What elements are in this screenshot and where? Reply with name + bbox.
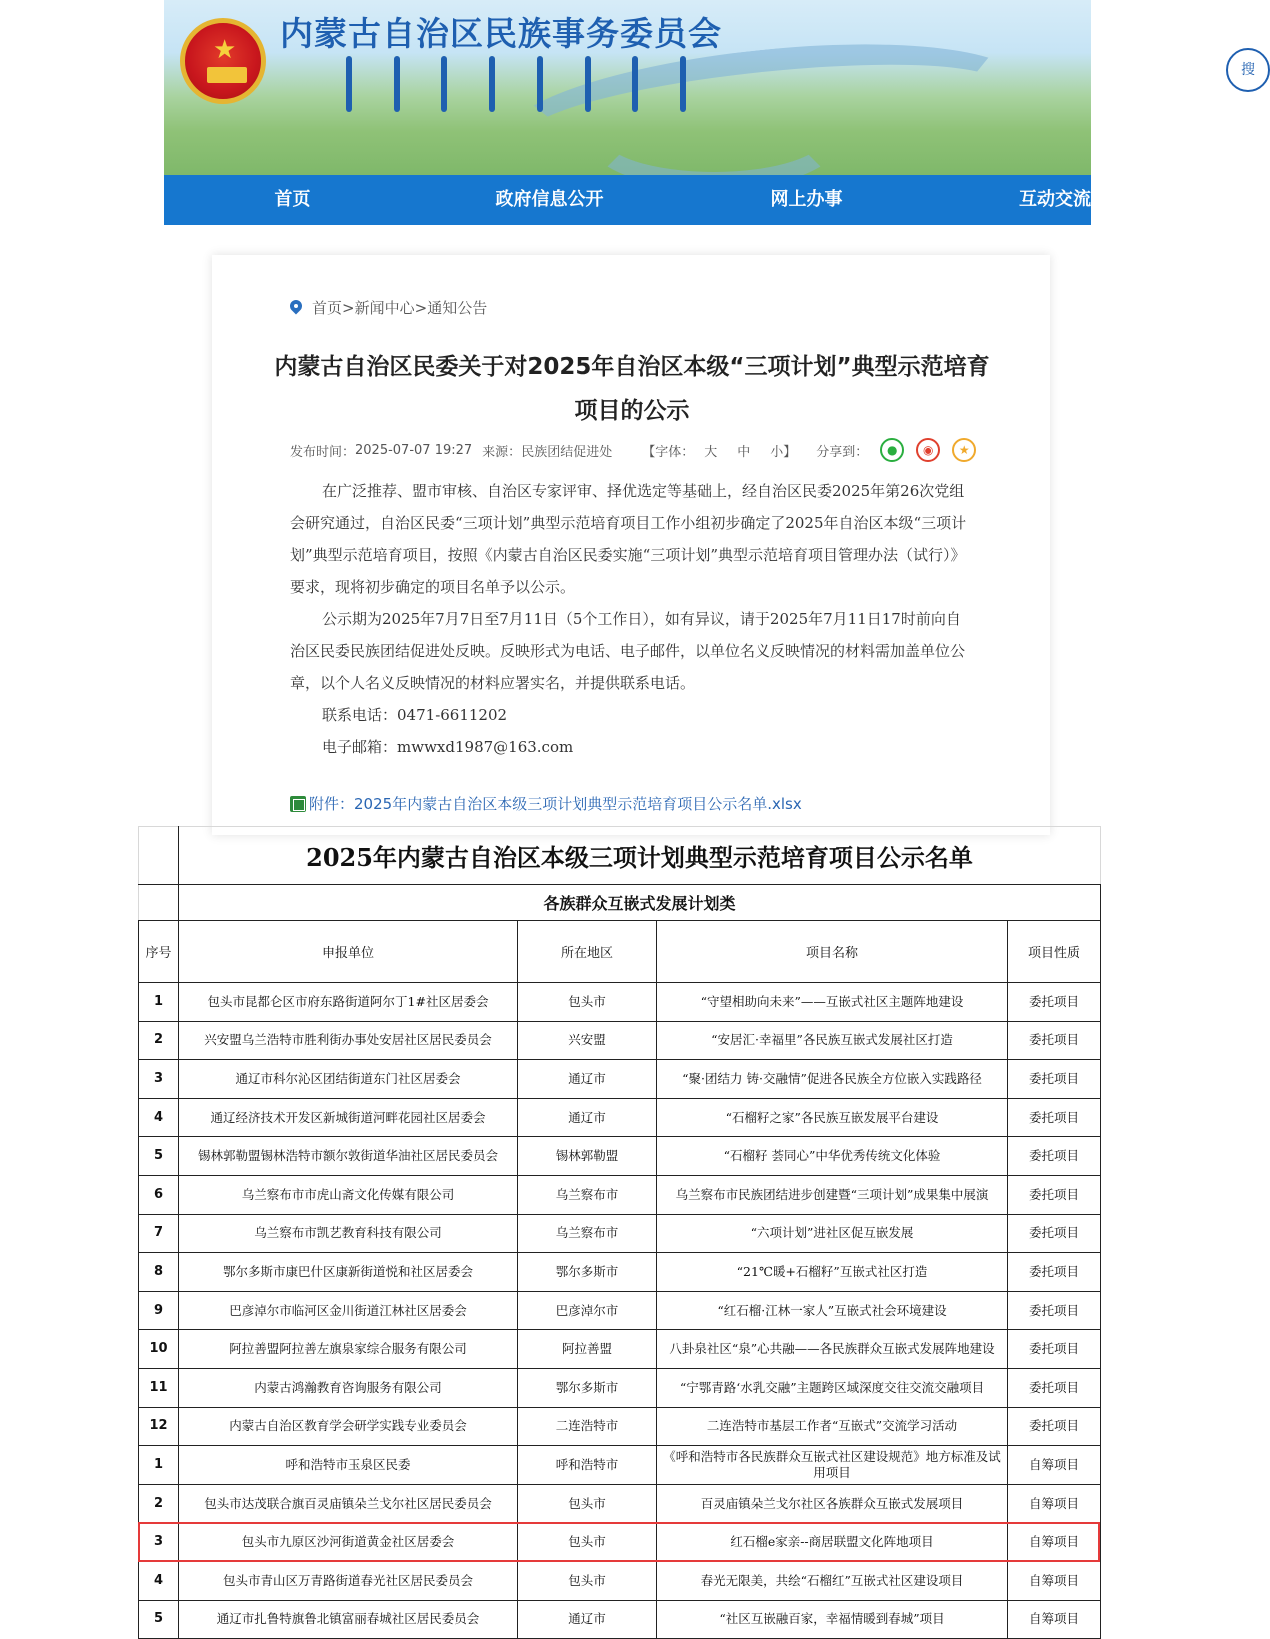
sheet-header-row <box>139 921 1101 983</box>
font-size-small[interactable]: 小】 <box>770 444 797 460</box>
row-project-type: 委托项目 <box>1008 1060 1101 1099</box>
row-region: 二连浩特市 <box>518 1407 657 1446</box>
row-applicant: 包头市青山区万青路街道春光社区居民委员会 <box>179 1561 518 1600</box>
emblem-gate-icon <box>207 67 247 83</box>
table-row <box>139 1561 1101 1600</box>
row-serial: 12 <box>139 1407 179 1446</box>
row-project-name: 红石榴e家亲--商居联盟文化阵地项目 <box>657 1523 1008 1562</box>
row-region: 包头市 <box>518 983 657 1022</box>
font-size-medium[interactable]: 中 <box>737 444 751 460</box>
article-title: 内蒙古自治区民委关于对2025年自治区本级“三项计划”典型示范培育项目的公示 <box>274 354 990 424</box>
nav-item-home[interactable]: 首页 <box>274 189 311 210</box>
row-serial: 9 <box>139 1291 179 1330</box>
article-paragraph: 在广泛推荐、盟市审核、自治区专家评审、择优选定等基础上，经自治区民委2025年第26次党组会研究通过，自治区民委“三项计划”典型示范培育项目工作小组初步确定了2025年自治区本级“三项计划”典型示范培育项目，按照《内蒙古自治区民委实施“三项计划”典型示范培育项目管理办法（试行）》要求，现将初步确定的项目名单予以公示。 <box>290 482 967 596</box>
row-region: 包头市 <box>518 1561 657 1600</box>
row-applicant: 包头市达茂联合旗百灵庙镇朵兰戈尔社区居民委员会 <box>179 1484 518 1523</box>
row-project-type: 自筹项目 <box>1008 1446 1101 1485</box>
emblem-star-icon: ★ <box>213 35 237 65</box>
email-address[interactable]: mwwxd1987@163.com <box>397 738 574 756</box>
wechat-icon[interactable]: ● <box>880 438 904 462</box>
row-project-type: 委托项目 <box>1008 1214 1101 1253</box>
row-region: 阿拉善盟 <box>518 1330 657 1369</box>
row-applicant: 包头市昆都仑区市府东路街道阿尔丁1#社区居委会 <box>179 983 518 1022</box>
article-meta <box>290 438 980 462</box>
row-region: 乌兰察布市 <box>518 1175 657 1214</box>
national-emblem-icon[interactable] <box>180 18 266 104</box>
row-region: 鄂尔多斯市 <box>518 1368 657 1407</box>
row-serial: 2 <box>139 1484 179 1523</box>
row-serial: 10 <box>139 1330 179 1369</box>
row-serial: 2 <box>139 1021 179 1060</box>
row-project-name: “聚·团结力 铸·交融情”促进各民族全方位嵌入实践路径 <box>657 1060 1008 1099</box>
header-region: 所在地区 <box>518 921 657 983</box>
attachment-filename[interactable]: 2025年内蒙古自治区本级三项计划典型示范培育项目公示名单.xlsx <box>354 795 802 813</box>
table-row <box>139 1484 1101 1523</box>
excel-file-icon <box>290 796 306 812</box>
attachment-label: 附件： <box>309 795 355 813</box>
row-serial: 11 <box>139 1368 179 1407</box>
table-row <box>139 1060 1101 1099</box>
nav-item-interaction[interactable]: 互动交流 <box>1019 189 1091 210</box>
row-project-type: 委托项目 <box>1008 1330 1101 1369</box>
row-project-name: “石榴籽之家”各民族互嵌发展平台建设 <box>657 1098 1008 1137</box>
phone-number: 0471-6611202 <box>397 706 508 724</box>
row-region: 锡林郭勒盟 <box>518 1137 657 1176</box>
project-list-spreadsheet <box>138 826 1100 1639</box>
font-size-large[interactable]: 大 <box>704 444 718 460</box>
row-project-type: 委托项目 <box>1008 1253 1101 1292</box>
location-pin-icon <box>290 300 302 316</box>
row-applicant: 通辽经济技术开发区新城街道河畔花园社区居委会 <box>179 1098 518 1137</box>
article-card <box>212 255 1050 835</box>
phone-label: 联系电话： <box>322 706 398 724</box>
row-project-name: “守望相助向未来”——互嵌式社区主题阵地建设 <box>657 983 1008 1022</box>
row-applicant: 乌兰察布市市虎山斋文化传媒有限公司 <box>179 1175 518 1214</box>
row-project-name: “红石榴·江林一家人”互嵌式社会环境建设 <box>657 1291 1008 1330</box>
project-table <box>138 826 1101 1639</box>
row-project-type: 委托项目 <box>1008 1175 1101 1214</box>
table-row <box>139 1330 1101 1369</box>
row-project-name: 乌兰察布市民族团结进步创建暨“三项计划”成果集中展演 <box>657 1175 1008 1214</box>
row-applicant: 通辽市扎鲁特旗鲁北镇富丽春城社区居民委员会 <box>179 1600 518 1639</box>
row-region: 鄂尔多斯市 <box>518 1253 657 1292</box>
row-applicant: 巴彦淖尔市临河区金川街道江林社区居委会 <box>179 1291 518 1330</box>
breadcrumb-separator: > <box>342 298 355 317</box>
table-row <box>139 1600 1101 1639</box>
row-region: 通辽市 <box>518 1098 657 1137</box>
row-project-type: 自筹项目 <box>1008 1561 1101 1600</box>
table-row <box>139 983 1101 1022</box>
row-applicant: 鄂尔多斯市康巴什区康新街道悦和社区居委会 <box>179 1253 518 1292</box>
row-serial: 1 <box>139 983 179 1022</box>
breadcrumb-current[interactable]: 通知公告 <box>427 299 488 317</box>
breadcrumb-separator: > <box>414 298 428 317</box>
row-applicant: 阿拉善盟阿拉善左旗泉家综合服务有限公司 <box>179 1330 518 1369</box>
breadcrumb-home[interactable]: 首页 <box>312 299 343 317</box>
row-applicant: 包头市九原区沙河街道黄金社区居委会 <box>179 1523 518 1562</box>
row-project-type: 委托项目 <box>1008 983 1101 1022</box>
row-applicant: 内蒙古鸿瀚教育咨询服务有限公司 <box>179 1368 518 1407</box>
row-project-type: 委托项目 <box>1008 1407 1101 1446</box>
table-row <box>139 1253 1101 1292</box>
row-project-type: 委托项目 <box>1008 1137 1101 1176</box>
row-applicant: 兴安盟乌兰浩特市胜利街办事处安居社区居民委员会 <box>179 1021 518 1060</box>
table-row <box>139 1175 1101 1214</box>
row-serial: 1 <box>139 1446 179 1485</box>
row-project-type: 委托项目 <box>1008 1291 1101 1330</box>
row-project-type: 自筹项目 <box>1008 1484 1101 1523</box>
mongolian-script-logo <box>346 56 686 114</box>
row-project-name: “六项计划”进社区促互嵌发展 <box>657 1214 1008 1253</box>
row-project-name: “21℃暖+石榴籽”互嵌式社区打造 <box>657 1253 1008 1292</box>
sheet-blank-cell <box>139 885 179 921</box>
sheet-category: 各族群众互嵌式发展计划类 <box>179 885 1101 921</box>
table-row <box>139 1407 1101 1446</box>
table-row <box>139 1368 1101 1407</box>
search-button[interactable]: 搜 <box>1226 48 1270 92</box>
table-row <box>139 1098 1101 1137</box>
publish-time-label: 发布时间： <box>290 444 356 460</box>
row-project-name: 八卦泉社区“泉”心共融——各民族群众互嵌式发展阵地建设 <box>657 1330 1008 1369</box>
row-serial: 3 <box>139 1523 179 1562</box>
share-label: 分享到： <box>816 444 869 460</box>
row-serial: 5 <box>139 1600 179 1639</box>
article-paragraph: 公示期为2025年7月7日至7月11日（5个工作日），如有异议，请于2025年7月11日17时前向自治区民委民族团结促进处反映。反映形式为电话、电子邮件，以单位名义反映情况的材料需加盖单位公章，以个人名义反映情况的材料应署实名，并提供联系电话。 <box>290 610 966 692</box>
sheet-title-row <box>139 827 1101 885</box>
row-project-name: “社区互嵌融百家，幸福情暖到春城”项目 <box>657 1600 1008 1639</box>
row-applicant: 通辽市科尔沁区团结街道东门社区居委会 <box>179 1060 518 1099</box>
contact-phone <box>290 699 974 731</box>
email-label: 电子邮箱： <box>322 738 398 756</box>
row-project-type: 自筹项目 <box>1008 1600 1101 1639</box>
row-project-name: “石榴籽 荟同心”中华优秀传统文化体验 <box>657 1137 1008 1176</box>
row-project-type: 委托项目 <box>1008 1098 1101 1137</box>
row-region: 包头市 <box>518 1523 657 1562</box>
row-region: 呼和浩特市 <box>518 1446 657 1485</box>
row-region: 通辽市 <box>518 1060 657 1099</box>
row-region: 兴安盟 <box>518 1021 657 1060</box>
publish-time: 2025-07-07 19:27 <box>355 442 473 458</box>
row-project-name: 《呼和浩特市各民族群众互嵌式社区建设规范》地方标准及试用项目 <box>657 1446 1008 1485</box>
nav-item-gov-info[interactable]: 政府信息公开 <box>495 189 604 210</box>
row-serial: 6 <box>139 1175 179 1214</box>
attachment-link[interactable] <box>290 793 802 814</box>
sheet-blank-cell <box>139 827 179 885</box>
sheet-category-row <box>139 885 1101 921</box>
row-applicant: 内蒙古自治区教育学会研学实践专业委员会 <box>179 1407 518 1446</box>
source: 民族团结促进处 <box>521 444 613 460</box>
row-serial: 5 <box>139 1137 179 1176</box>
row-project-type: 自筹项目 <box>1008 1523 1101 1562</box>
site-title[interactable]: 内蒙古自治区民族事务委员会 <box>280 14 722 53</box>
row-project-name: 二连浩特市基层工作者“互嵌式”交流学习活动 <box>657 1407 1008 1446</box>
breadcrumb-section[interactable]: 新闻中心 <box>354 299 415 317</box>
source-label: 来源： <box>482 444 522 460</box>
table-row <box>139 1021 1101 1060</box>
row-serial: 3 <box>139 1060 179 1099</box>
table-row <box>139 1214 1101 1253</box>
nav-item-online-services[interactable]: 网上办事 <box>770 189 843 210</box>
row-project-type: 委托项目 <box>1008 1368 1101 1407</box>
sheet-title: 2025年内蒙古自治区本级三项计划典型示范培育项目公示名单 <box>179 827 1101 885</box>
row-region: 巴彦淖尔市 <box>518 1291 657 1330</box>
font-size-label: 【字体： <box>642 444 695 460</box>
row-serial: 8 <box>139 1253 179 1292</box>
table-row <box>139 1446 1101 1485</box>
row-project-name: “安居汇·幸福里”各民族互嵌式发展社区打造 <box>657 1021 1008 1060</box>
qzone-star-icon[interactable]: ★ <box>952 438 976 462</box>
row-applicant: 锡林郭勒盟锡林浩特市额尔敦街道华油社区居民委员会 <box>179 1137 518 1176</box>
table-row <box>139 1523 1101 1562</box>
header-project-name: 项目名称 <box>657 921 1008 983</box>
site-header-banner <box>164 0 1255 175</box>
breadcrumb <box>290 297 487 318</box>
row-serial: 4 <box>139 1561 179 1600</box>
row-region: 包头市 <box>518 1484 657 1523</box>
article-body <box>290 475 974 763</box>
row-serial: 7 <box>139 1214 179 1253</box>
header-serial: 序号 <box>139 921 179 983</box>
row-applicant: 呼和浩特市玉泉区民委 <box>179 1446 518 1485</box>
row-serial: 4 <box>139 1098 179 1137</box>
row-project-name: 百灵庙镇朵兰戈尔社区各族群众互嵌式发展项目 <box>657 1484 1008 1523</box>
row-project-type: 委托项目 <box>1008 1021 1101 1060</box>
row-project-name: “宁鄂青路‘水乳交融”主题跨区域深度交往交流交融项目 <box>657 1368 1008 1407</box>
row-applicant: 乌兰察布市凯艺教育科技有限公司 <box>179 1214 518 1253</box>
row-region: 乌兰察布市 <box>518 1214 657 1253</box>
row-project-name: 春光无限美，共绘“石榴红”互嵌式社区建设项目 <box>657 1561 1008 1600</box>
main-nav <box>164 175 1091 225</box>
row-region: 通辽市 <box>518 1600 657 1639</box>
header-project-type: 项目性质 <box>1008 921 1101 983</box>
header-applicant: 申报单位 <box>179 921 518 983</box>
weibo-icon[interactable]: ◉ <box>916 438 940 462</box>
contact-email <box>290 731 974 763</box>
table-row <box>139 1137 1101 1176</box>
table-row <box>139 1291 1101 1330</box>
